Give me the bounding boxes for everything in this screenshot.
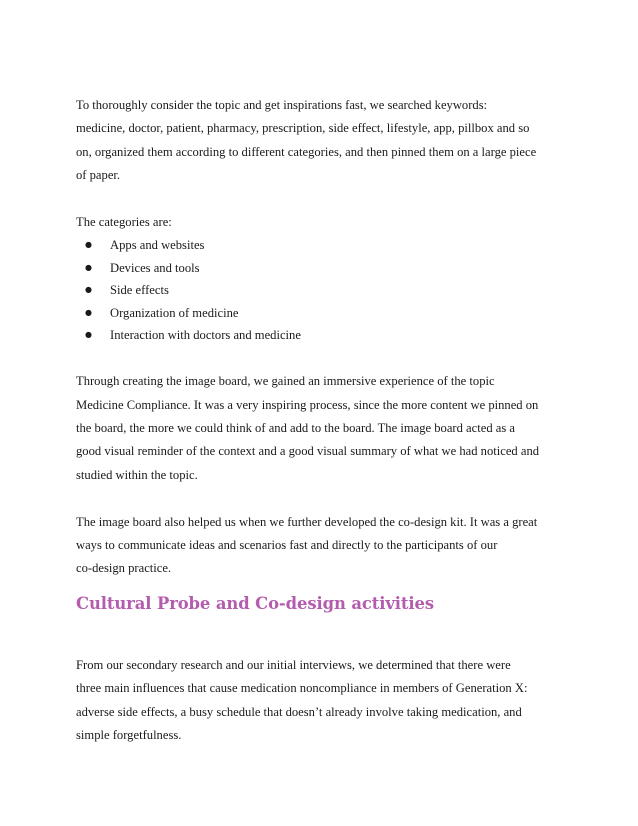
image-board-line: studied within the topic. — [76, 467, 198, 482]
body-text — [76, 94, 576, 581]
categories-list — [76, 234, 576, 347]
co-design-line: co-design practice. — [76, 561, 172, 576]
image-board-line: Through creating the image board, we gained an immersive experience of the topic — [76, 374, 495, 389]
co-design-line: ways to communicate ideas and scenarios fast and directly to the participants of our — [76, 537, 498, 552]
categories-label: The categories are: — [76, 214, 172, 229]
list-item — [76, 324, 576, 347]
list-item — [76, 302, 576, 325]
research-line: simple forgetfulness. — [76, 728, 182, 743]
bullet-icon: ● — [85, 307, 92, 317]
list-item-label: Organization of medicine — [110, 305, 239, 320]
image-board-line: the board, the more we could think of and add to the board. The image board acted as a — [76, 421, 515, 436]
research-line: three main influences that cause medication noncompliance in members of Generation X: — [76, 681, 528, 696]
list-item — [76, 279, 576, 302]
image-board-line: Medicine Compliance. It was a very inspiring process, since the more content we pinned on — [76, 397, 539, 412]
bullet-icon: ● — [85, 240, 92, 250]
intro-line: of paper. — [76, 168, 121, 183]
bullet-icon: ● — [85, 285, 92, 295]
research-paragraph — [76, 654, 576, 748]
research-line: From our secondary research and our initial interviews, we determined that there were — [76, 658, 511, 672]
list-item-label: Side effects — [110, 283, 169, 298]
intro-line: on, organized them according to different categories, and then pinned them on a large piece — [76, 144, 537, 159]
list-item-label: Interaction with doctors and medicine — [110, 328, 301, 343]
list-item — [76, 234, 576, 257]
list-item-label: Devices and tools — [110, 260, 200, 275]
section-heading: Cultural Probe and Co-design activities — [76, 594, 434, 613]
research-line: adverse side effects, a busy schedule that doesn’t already involve taking medication, and — [76, 704, 522, 719]
intro-line: To thoroughly consider the topic and get inspirations fast, we searched keywords: — [76, 98, 488, 112]
bullet-icon: ● — [85, 330, 92, 340]
intro-line: medicine, doctor, patient, pharmacy, prescription, side effect, lifestyle, app, pillbox and so — [76, 121, 530, 136]
co-design-line: The image board also helped us when we further developed the co-design kit. It was a great — [76, 514, 538, 529]
bullet-icon: ● — [85, 262, 92, 272]
image-board-line: good visual reminder of the context and a good visual summary of what we had noticed and — [76, 444, 540, 459]
list-item-label: Apps and websites — [110, 238, 205, 253]
list-item — [76, 257, 576, 280]
